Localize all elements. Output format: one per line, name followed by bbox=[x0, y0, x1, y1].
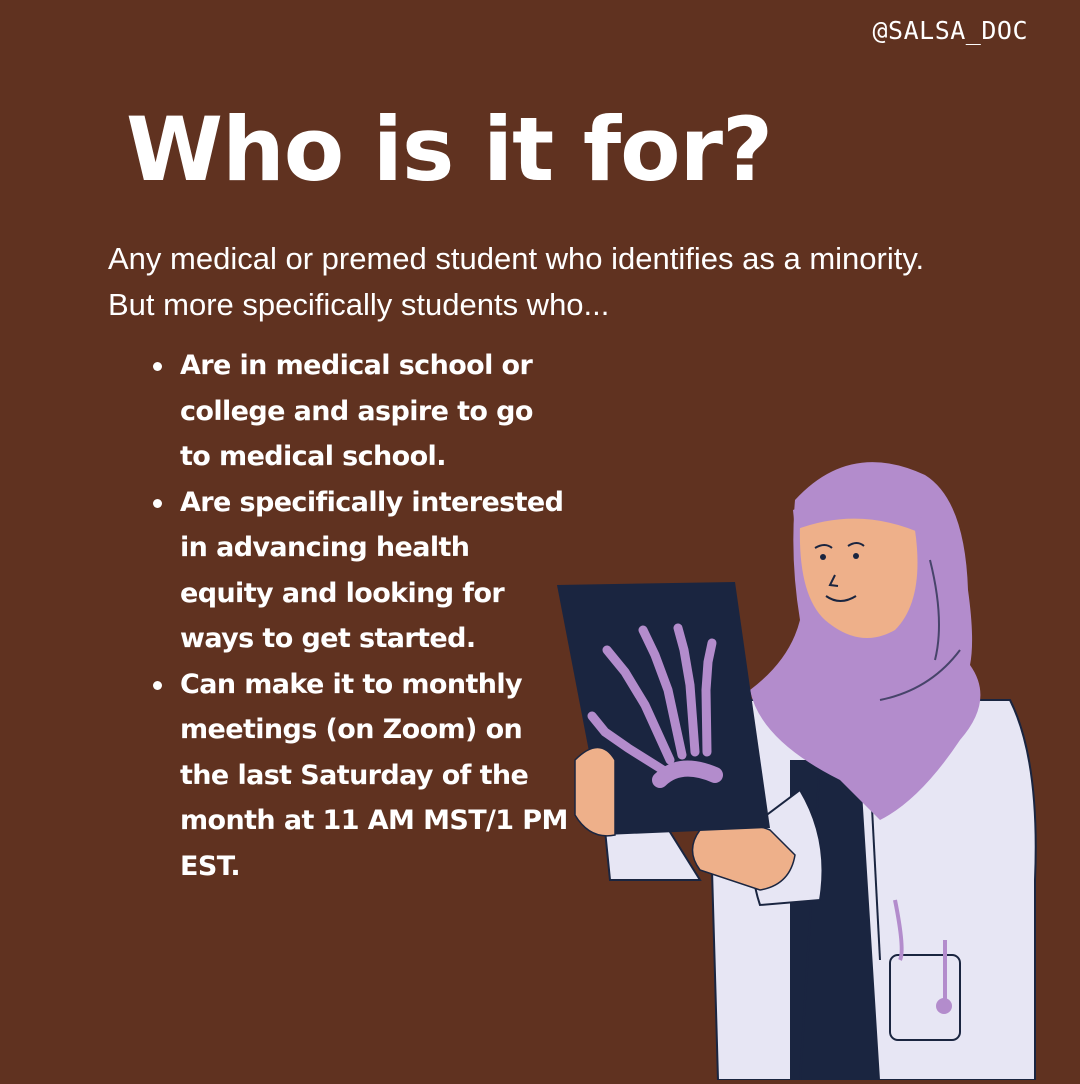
left-hand bbox=[575, 748, 615, 836]
coat-pocket bbox=[890, 955, 960, 1040]
doctor-holding-xray-illustration bbox=[550, 450, 1080, 1080]
list-item: Are specifically interested in advancing health equity and looking for ways to get started. bbox=[180, 480, 570, 662]
page-title: Who is it for? bbox=[126, 98, 773, 201]
criteria-list bbox=[180, 343, 570, 889]
social-handle: @SALSA_DOC bbox=[872, 16, 1028, 45]
list-item: Can make it to monthly meetings (on Zoom) on the last Saturday of the month at 11 AM MST/1 PM EST. bbox=[180, 662, 570, 890]
list-item: Are in medical school or college and aspire to go to medical school. bbox=[180, 343, 570, 480]
intro-text: Any medical or premed student who identifies as a minority. But more specifically students who... bbox=[108, 241, 925, 322]
